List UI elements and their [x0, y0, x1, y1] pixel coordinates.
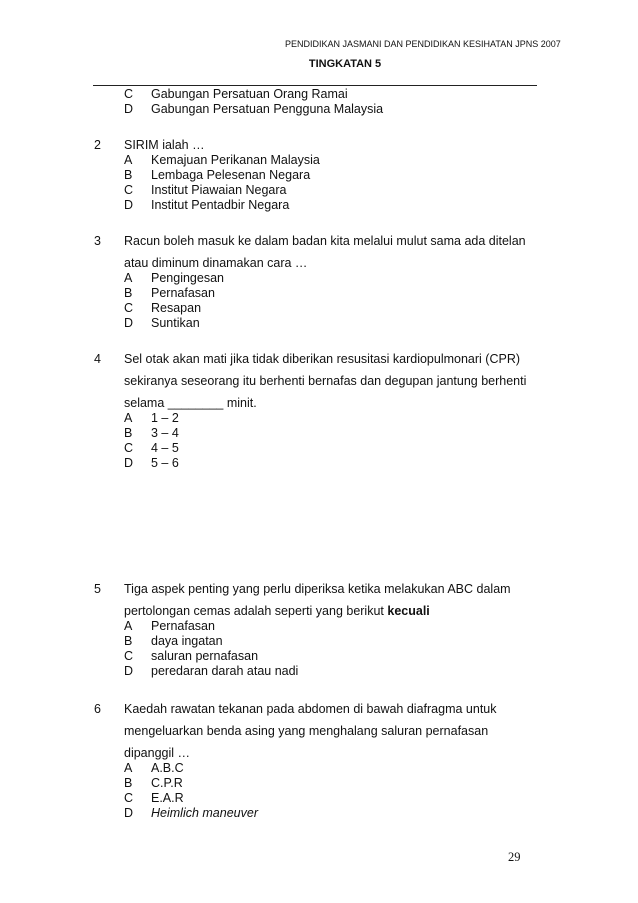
document-header-subject: PENDIDIKAN JASMANI DAN PENDIDIKAN KESIHATAN JPNS 2007	[285, 39, 561, 49]
option-text: Heimlich maneuver	[151, 806, 258, 820]
option-letter: D	[124, 102, 134, 116]
option-letter: D	[124, 198, 134, 212]
option-text: E.A.R	[151, 791, 184, 805]
option-text: 1 – 2	[151, 411, 179, 425]
option-letter: D	[124, 316, 134, 330]
option-letter: B	[124, 426, 133, 440]
option-text: Gabungan Persatuan Pengguna Malaysia	[151, 102, 384, 116]
option-letter: A	[124, 271, 133, 285]
option-letter: C	[124, 87, 134, 101]
option-letter: C	[124, 791, 134, 805]
question-stem: sekiranya seseorang itu berhenti bernafas dan degupan jantung berhenti	[124, 374, 527, 388]
question-stem: SIRIM ialah …	[124, 138, 205, 152]
option-text: 3 – 4	[151, 426, 179, 440]
option-letter: B	[124, 168, 133, 182]
question-stem: Sel otak akan mati jika tidak diberikan resusitasi kardiopulmonari (CPR)	[124, 352, 521, 366]
option-letter: B	[124, 776, 133, 790]
question-stem: Kaedah rawatan tekanan pada abdomen di bawah diafragma untuk	[124, 702, 497, 716]
document-header-form: TINGKATAN 5	[308, 58, 382, 70]
option-text: Gabungan Persatuan Orang Ramai	[151, 87, 348, 101]
question-stem-text: pertolongan cemas adalah seperti yang berikut	[124, 604, 388, 618]
question-stem: atau diminum dinamakan cara …	[124, 256, 308, 270]
page-number: 29	[508, 850, 521, 864]
option-text: Pernafasan	[151, 619, 215, 633]
question-stem-keyword: kecuali	[387, 604, 430, 618]
question-stem	[124, 604, 430, 619]
option-text: 5 – 6	[151, 456, 179, 470]
option-letter: D	[124, 664, 134, 678]
option-text: A.B.C	[151, 761, 184, 775]
option-letter: A	[124, 619, 133, 633]
question-number: 5	[94, 582, 101, 596]
option-letter: A	[124, 761, 133, 775]
option-letter: D	[124, 456, 134, 470]
header-rule	[93, 85, 537, 86]
option-text: Resapan	[151, 301, 202, 315]
option-text: 4 – 5	[151, 441, 179, 455]
option-letter: C	[124, 649, 134, 663]
option-letter: C	[124, 441, 134, 455]
question-stem: selama ________ minit.	[124, 396, 257, 410]
option-text: peredaran darah atau nadi	[151, 664, 299, 678]
option-text: Institut Pentadbir Negara	[151, 198, 290, 212]
option-letter: B	[124, 634, 133, 648]
option-letter: C	[124, 183, 134, 197]
question-number: 2	[94, 138, 101, 152]
option-text: Pernafasan	[151, 286, 215, 300]
option-text: Institut Piawaian Negara	[151, 183, 287, 197]
option-letter: C	[124, 301, 134, 315]
option-letter: A	[124, 411, 133, 425]
option-text: Suntikan	[151, 316, 200, 330]
question-number: 3	[94, 234, 101, 248]
question-number: 4	[94, 352, 101, 366]
option-text: saluran pernafasan	[151, 649, 259, 663]
option-text: C.P.R	[151, 776, 183, 790]
option-letter: A	[124, 153, 133, 167]
question-stem: Racun boleh masuk ke dalam badan kita melalui mulut sama ada ditelan	[124, 234, 526, 248]
option-letter: B	[124, 286, 133, 300]
option-text: daya ingatan	[151, 634, 223, 648]
question-stem: dipanggil …	[124, 746, 191, 760]
option-text: Pengingesan	[151, 271, 224, 285]
question-stem: Tiga aspek penting yang perlu diperiksa ketika melakukan ABC dalam	[124, 582, 511, 596]
question-number: 6	[94, 702, 101, 716]
question-stem: mengeluarkan benda asing yang menghalang saluran pernafasan	[124, 724, 489, 738]
option-text: Kemajuan Perikanan Malaysia	[151, 153, 320, 167]
option-letter: D	[124, 806, 134, 820]
option-text: Lembaga Pelesenan Negara	[151, 168, 311, 182]
